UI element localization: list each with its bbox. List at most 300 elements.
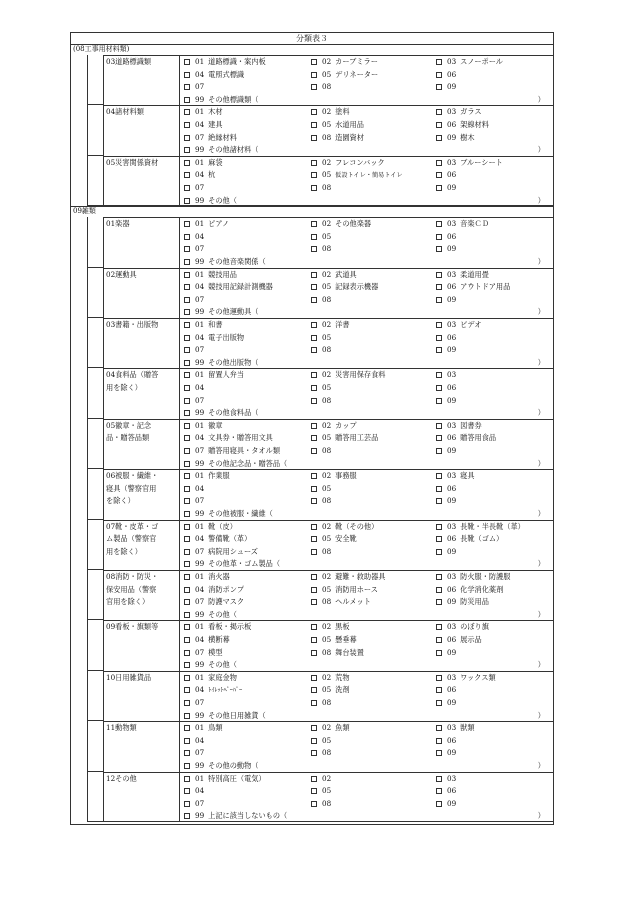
option-item[interactable] — [311, 684, 350, 697]
checkbox[interactable] — [184, 109, 190, 115]
checkbox[interactable] — [311, 801, 317, 807]
checkbox[interactable] — [184, 511, 190, 517]
option-item[interactable] — [184, 395, 208, 408]
checkbox[interactable] — [184, 372, 190, 378]
checkbox[interactable] — [311, 738, 317, 744]
option-item[interactable] — [311, 470, 357, 483]
option-item[interactable] — [311, 697, 335, 710]
option-item[interactable] — [311, 445, 335, 458]
checkbox[interactable] — [436, 347, 442, 353]
option-item[interactable] — [436, 798, 460, 811]
checkbox[interactable] — [184, 461, 190, 467]
checkbox[interactable] — [184, 360, 190, 366]
option-item[interactable] — [311, 81, 335, 94]
checkbox[interactable] — [184, 738, 190, 744]
option-item[interactable] — [184, 294, 208, 307]
checkbox[interactable] — [436, 297, 442, 303]
option-item[interactable] — [311, 420, 357, 433]
option-item[interactable] — [311, 269, 357, 282]
checkbox[interactable] — [184, 801, 190, 807]
option-item[interactable] — [311, 533, 357, 546]
option-item[interactable] — [184, 684, 242, 698]
option-code: 09 — [447, 244, 457, 254]
checkbox[interactable] — [311, 536, 317, 542]
option-item[interactable] — [436, 106, 482, 119]
checkbox[interactable] — [184, 498, 190, 504]
option-item[interactable] — [311, 218, 371, 231]
option-item[interactable] — [184, 119, 223, 132]
option-item[interactable] — [436, 697, 460, 710]
option-item[interactable] — [436, 294, 460, 307]
option-item[interactable] — [436, 785, 460, 798]
option-item[interactable] — [436, 157, 503, 170]
option-item[interactable] — [184, 634, 230, 647]
option-item[interactable] — [436, 56, 503, 69]
checkbox[interactable] — [311, 398, 317, 404]
option-item[interactable] — [184, 432, 273, 445]
checkbox[interactable] — [436, 221, 442, 227]
option-code: 09 — [447, 445, 457, 455]
option-item[interactable] — [311, 495, 335, 508]
checkbox[interactable] — [184, 72, 190, 78]
checkbox[interactable] — [184, 147, 190, 153]
checkbox[interactable] — [311, 172, 317, 178]
checkbox[interactable] — [436, 725, 442, 731]
checkbox[interactable] — [311, 637, 317, 643]
checkbox[interactable] — [311, 587, 317, 593]
option-code: 05 — [322, 69, 332, 79]
option-item[interactable] — [436, 132, 475, 145]
option-item[interactable] — [311, 596, 371, 609]
checkbox[interactable] — [311, 498, 317, 504]
option-item[interactable] — [436, 218, 489, 231]
checkbox[interactable] — [184, 435, 190, 441]
category-group — [103, 156, 553, 206]
checkbox[interactable] — [184, 234, 190, 240]
checkbox[interactable] — [311, 776, 317, 782]
option-item[interactable] — [311, 281, 378, 294]
option-item[interactable] — [436, 495, 460, 508]
option-item[interactable] — [184, 596, 244, 609]
checkbox[interactable] — [184, 675, 190, 681]
checkbox[interactable] — [311, 624, 317, 630]
option-item[interactable] — [436, 420, 482, 433]
option-item[interactable] — [184, 169, 215, 182]
option-item[interactable] — [311, 395, 335, 408]
checkbox[interactable] — [184, 788, 190, 794]
option-item[interactable] — [184, 56, 266, 69]
option-code: 04 — [195, 282, 205, 292]
checkbox[interactable] — [184, 561, 190, 567]
checkbox[interactable] — [184, 549, 190, 555]
option-item[interactable] — [184, 420, 223, 433]
option-item[interactable] — [184, 281, 273, 294]
checkbox[interactable] — [311, 84, 317, 90]
option-item[interactable] — [311, 584, 378, 597]
checkbox[interactable] — [184, 385, 190, 391]
option-item[interactable] — [184, 521, 237, 534]
option-item[interactable] — [436, 647, 460, 660]
group-label — [104, 269, 180, 318]
option-item[interactable] — [436, 395, 460, 408]
checkbox[interactable] — [184, 776, 190, 782]
option-text: デリネーター — [335, 69, 379, 79]
checkbox[interactable] — [311, 347, 317, 353]
checkbox[interactable] — [311, 284, 317, 290]
checkbox[interactable] — [436, 234, 442, 240]
option-item[interactable] — [184, 722, 223, 735]
option-item[interactable] — [436, 281, 510, 294]
checkbox[interactable] — [184, 750, 190, 756]
checkbox[interactable] — [436, 498, 442, 504]
checkbox[interactable] — [184, 135, 190, 141]
checkbox[interactable] — [311, 72, 317, 78]
option-item[interactable] — [184, 546, 258, 559]
checkbox[interactable] — [311, 59, 317, 65]
option-item[interactable] — [311, 56, 378, 69]
option-item[interactable] — [184, 584, 244, 597]
checkbox[interactable] — [184, 624, 190, 630]
option-item[interactable] — [311, 182, 335, 195]
option-item[interactable] — [436, 722, 475, 735]
checkbox[interactable] — [311, 524, 317, 530]
checkbox[interactable] — [311, 423, 317, 429]
option-item[interactable] — [184, 106, 223, 119]
option-item[interactable] — [184, 747, 208, 760]
checkbox[interactable] — [311, 234, 317, 240]
checkbox[interactable] — [436, 624, 442, 630]
checkbox[interactable] — [436, 398, 442, 404]
checkbox[interactable] — [311, 435, 317, 441]
option-item[interactable] — [436, 735, 460, 748]
option-item[interactable] — [436, 546, 460, 559]
option-item[interactable] — [184, 533, 251, 546]
checkbox[interactable] — [311, 473, 317, 479]
option-item[interactable] — [184, 182, 208, 195]
checkbox[interactable] — [184, 97, 190, 103]
checkbox[interactable] — [184, 198, 190, 204]
option-item[interactable] — [436, 571, 510, 584]
checkbox[interactable] — [311, 109, 317, 115]
checkbox[interactable] — [311, 788, 317, 794]
checkbox[interactable] — [436, 322, 442, 328]
option-item[interactable] — [184, 495, 208, 508]
option-item[interactable] — [311, 332, 335, 345]
option-item[interactable] — [184, 785, 208, 798]
checkbox[interactable] — [436, 84, 442, 90]
option-item[interactable] — [311, 382, 335, 395]
option-item[interactable] — [184, 672, 237, 685]
option-item[interactable] — [311, 722, 350, 735]
checkbox[interactable] — [311, 448, 317, 454]
option-item[interactable] — [311, 798, 335, 811]
checkbox[interactable] — [184, 185, 190, 191]
option-item[interactable] — [184, 319, 223, 332]
option-item[interactable] — [311, 169, 403, 183]
checkbox[interactable] — [184, 309, 190, 315]
checkbox[interactable] — [311, 185, 317, 191]
option-item[interactable] — [436, 382, 460, 395]
checkbox[interactable] — [311, 650, 317, 656]
checkbox[interactable] — [184, 322, 190, 328]
checkbox[interactable] — [436, 650, 442, 656]
checkbox[interactable] — [436, 599, 442, 605]
checkbox[interactable] — [184, 725, 190, 731]
checkbox[interactable] — [184, 486, 190, 492]
checkbox[interactable] — [436, 246, 442, 252]
option-item[interactable] — [311, 546, 335, 559]
checkbox[interactable] — [436, 135, 442, 141]
checkbox[interactable] — [436, 776, 442, 782]
option-item[interactable] — [311, 157, 385, 170]
checkbox[interactable] — [184, 650, 190, 656]
option-item[interactable] — [436, 584, 503, 597]
option-item[interactable] — [311, 243, 335, 256]
option-item[interactable] — [311, 432, 378, 445]
checkbox[interactable] — [436, 109, 442, 115]
checkbox[interactable] — [184, 410, 190, 416]
checkbox[interactable] — [436, 788, 442, 794]
bracket-tick — [87, 720, 103, 721]
option-item[interactable] — [184, 243, 208, 256]
checkbox[interactable] — [184, 297, 190, 303]
option-item[interactable] — [311, 294, 335, 307]
option-item[interactable] — [436, 169, 460, 182]
checkbox[interactable] — [184, 160, 190, 166]
checkbox[interactable] — [184, 335, 190, 341]
checkbox[interactable] — [184, 524, 190, 530]
option-item[interactable] — [436, 369, 460, 382]
option-item[interactable] — [311, 344, 335, 357]
option-item[interactable] — [184, 369, 244, 382]
checkbox[interactable] — [436, 738, 442, 744]
checkbox[interactable] — [311, 486, 317, 492]
option-item[interactable] — [436, 319, 482, 332]
option-item[interactable] — [436, 533, 503, 546]
checkbox[interactable] — [436, 385, 442, 391]
checkbox[interactable] — [184, 713, 190, 719]
checkbox[interactable] — [311, 385, 317, 391]
checkbox[interactable] — [436, 687, 442, 693]
checkbox[interactable] — [184, 221, 190, 227]
option-item[interactable] — [436, 231, 460, 244]
option-item[interactable] — [311, 521, 378, 534]
option-item[interactable] — [436, 596, 489, 609]
checkbox[interactable] — [184, 59, 190, 65]
option-item[interactable] — [311, 785, 335, 798]
option-item[interactable] — [311, 231, 335, 244]
option-item[interactable] — [436, 483, 460, 496]
option-text: 災害用保存食料 — [335, 370, 386, 380]
option-item[interactable] — [184, 735, 208, 748]
checkbox[interactable] — [311, 297, 317, 303]
checkbox[interactable] — [436, 335, 442, 341]
checkbox[interactable] — [311, 322, 317, 328]
option-item[interactable] — [436, 634, 482, 647]
checkbox[interactable] — [436, 700, 442, 706]
option-text: フレコンバック — [335, 157, 385, 167]
checkbox[interactable] — [184, 599, 190, 605]
checkbox[interactable] — [184, 423, 190, 429]
checkbox[interactable] — [436, 574, 442, 580]
checkbox[interactable] — [436, 160, 442, 166]
checkbox[interactable] — [436, 423, 442, 429]
option-item[interactable] — [311, 634, 357, 647]
option-item[interactable] — [436, 773, 460, 786]
checkbox[interactable] — [184, 763, 190, 769]
checkbox[interactable] — [311, 574, 317, 580]
checkbox[interactable] — [436, 473, 442, 479]
checkbox[interactable] — [436, 372, 442, 378]
option-code: 05 — [322, 382, 332, 392]
checkbox[interactable] — [311, 725, 317, 731]
checkbox[interactable] — [184, 272, 190, 278]
option-item[interactable] — [436, 119, 489, 132]
option-item[interactable] — [311, 132, 364, 145]
checkbox[interactable] — [436, 172, 442, 178]
checkbox[interactable] — [184, 612, 190, 618]
checkbox[interactable] — [184, 662, 190, 668]
checkbox[interactable] — [436, 486, 442, 492]
checkbox[interactable] — [184, 536, 190, 542]
option-item[interactable] — [436, 747, 460, 760]
option-item[interactable] — [436, 432, 496, 445]
checkbox[interactable] — [436, 549, 442, 555]
checkbox[interactable] — [184, 259, 190, 265]
option-item[interactable] — [184, 81, 208, 94]
checkbox[interactable] — [436, 587, 442, 593]
checkbox[interactable] — [184, 398, 190, 404]
checkbox[interactable] — [311, 750, 317, 756]
option-item[interactable] — [184, 697, 208, 710]
checkbox[interactable] — [311, 272, 317, 278]
checkbox[interactable] — [311, 335, 317, 341]
option-item[interactable] — [436, 470, 475, 483]
checkbox[interactable] — [184, 172, 190, 178]
checkbox[interactable] — [311, 122, 317, 128]
checkbox[interactable] — [436, 435, 442, 441]
option-item[interactable] — [436, 344, 460, 357]
checkbox[interactable] — [184, 700, 190, 706]
option-item[interactable] — [311, 672, 350, 685]
option-item[interactable] — [311, 369, 385, 382]
option-item[interactable] — [311, 621, 350, 634]
option-item[interactable] — [184, 382, 208, 395]
option-item[interactable] — [184, 269, 237, 282]
option-item[interactable] — [436, 684, 460, 697]
checkbox[interactable] — [311, 372, 317, 378]
checkbox[interactable] — [436, 272, 442, 278]
option-item[interactable] — [184, 470, 230, 483]
checkbox[interactable] — [436, 122, 442, 128]
option-item[interactable] — [311, 483, 335, 496]
checkbox[interactable] — [184, 473, 190, 479]
option-item[interactable] — [184, 157, 223, 170]
option-item[interactable] — [436, 332, 460, 345]
option-item[interactable] — [311, 773, 335, 786]
checkbox[interactable] — [436, 59, 442, 65]
checkbox[interactable] — [436, 72, 442, 78]
checkbox[interactable] — [184, 448, 190, 454]
option-item[interactable] — [436, 269, 489, 282]
checkbox[interactable] — [311, 675, 317, 681]
option-item[interactable] — [184, 332, 244, 345]
option-item[interactable] — [311, 747, 335, 760]
option-item[interactable] — [311, 119, 364, 132]
checkbox[interactable] — [311, 160, 317, 166]
checkbox[interactable] — [184, 122, 190, 128]
option-item[interactable] — [436, 621, 489, 634]
option-item[interactable] — [311, 571, 385, 584]
option-item[interactable] — [184, 69, 244, 82]
checkbox[interactable] — [436, 284, 442, 290]
option-item[interactable] — [184, 773, 266, 786]
checkbox[interactable] — [184, 84, 190, 90]
checkbox[interactable] — [311, 687, 317, 693]
checkbox[interactable] — [436, 637, 442, 643]
checkbox[interactable] — [184, 687, 190, 693]
option-item[interactable] — [436, 69, 460, 82]
option-item[interactable] — [436, 243, 460, 256]
checkbox[interactable] — [311, 246, 317, 252]
option-item[interactable] — [311, 106, 350, 119]
option-item[interactable] — [436, 445, 460, 458]
checkbox[interactable] — [311, 135, 317, 141]
checkbox[interactable] — [184, 284, 190, 290]
option-item[interactable] — [184, 231, 208, 244]
checkbox[interactable] — [436, 524, 442, 530]
option-item[interactable] — [436, 672, 496, 685]
option-item[interactable] — [184, 483, 208, 496]
checkbox[interactable] — [436, 536, 442, 542]
checkbox[interactable] — [436, 750, 442, 756]
option-item[interactable] — [311, 319, 350, 332]
option-item[interactable] — [436, 521, 525, 534]
checkbox[interactable] — [311, 599, 317, 605]
option-item[interactable] — [184, 445, 280, 458]
checkbox[interactable] — [184, 574, 190, 580]
option-item[interactable] — [184, 621, 251, 634]
checkbox[interactable] — [184, 587, 190, 593]
option-item[interactable] — [184, 344, 208, 357]
option-item[interactable] — [311, 647, 364, 660]
option-item[interactable] — [184, 571, 230, 584]
checkbox[interactable] — [184, 637, 190, 643]
option-item[interactable] — [184, 218, 229, 231]
checkbox[interactable] — [436, 448, 442, 454]
checkbox[interactable] — [436, 801, 442, 807]
option-item[interactable] — [311, 735, 335, 748]
option-item[interactable] — [184, 810, 287, 823]
checkbox[interactable] — [436, 185, 442, 191]
option-item[interactable] — [436, 182, 460, 195]
close-paren: ） — [537, 559, 545, 569]
option-code: 04 — [195, 634, 205, 644]
checkbox[interactable] — [184, 347, 190, 353]
checkbox[interactable] — [184, 246, 190, 252]
option-item[interactable] — [436, 81, 460, 94]
checkbox[interactable] — [311, 700, 317, 706]
checkbox[interactable] — [311, 549, 317, 555]
option-text: 留置人弁当 — [208, 370, 245, 380]
option-item[interactable] — [184, 132, 237, 145]
option-item[interactable] — [311, 69, 378, 82]
option-item[interactable] — [184, 798, 208, 811]
checkbox[interactable] — [311, 221, 317, 227]
option-item[interactable] — [184, 647, 223, 660]
checkbox[interactable] — [436, 675, 442, 681]
checkbox[interactable] — [184, 813, 190, 819]
